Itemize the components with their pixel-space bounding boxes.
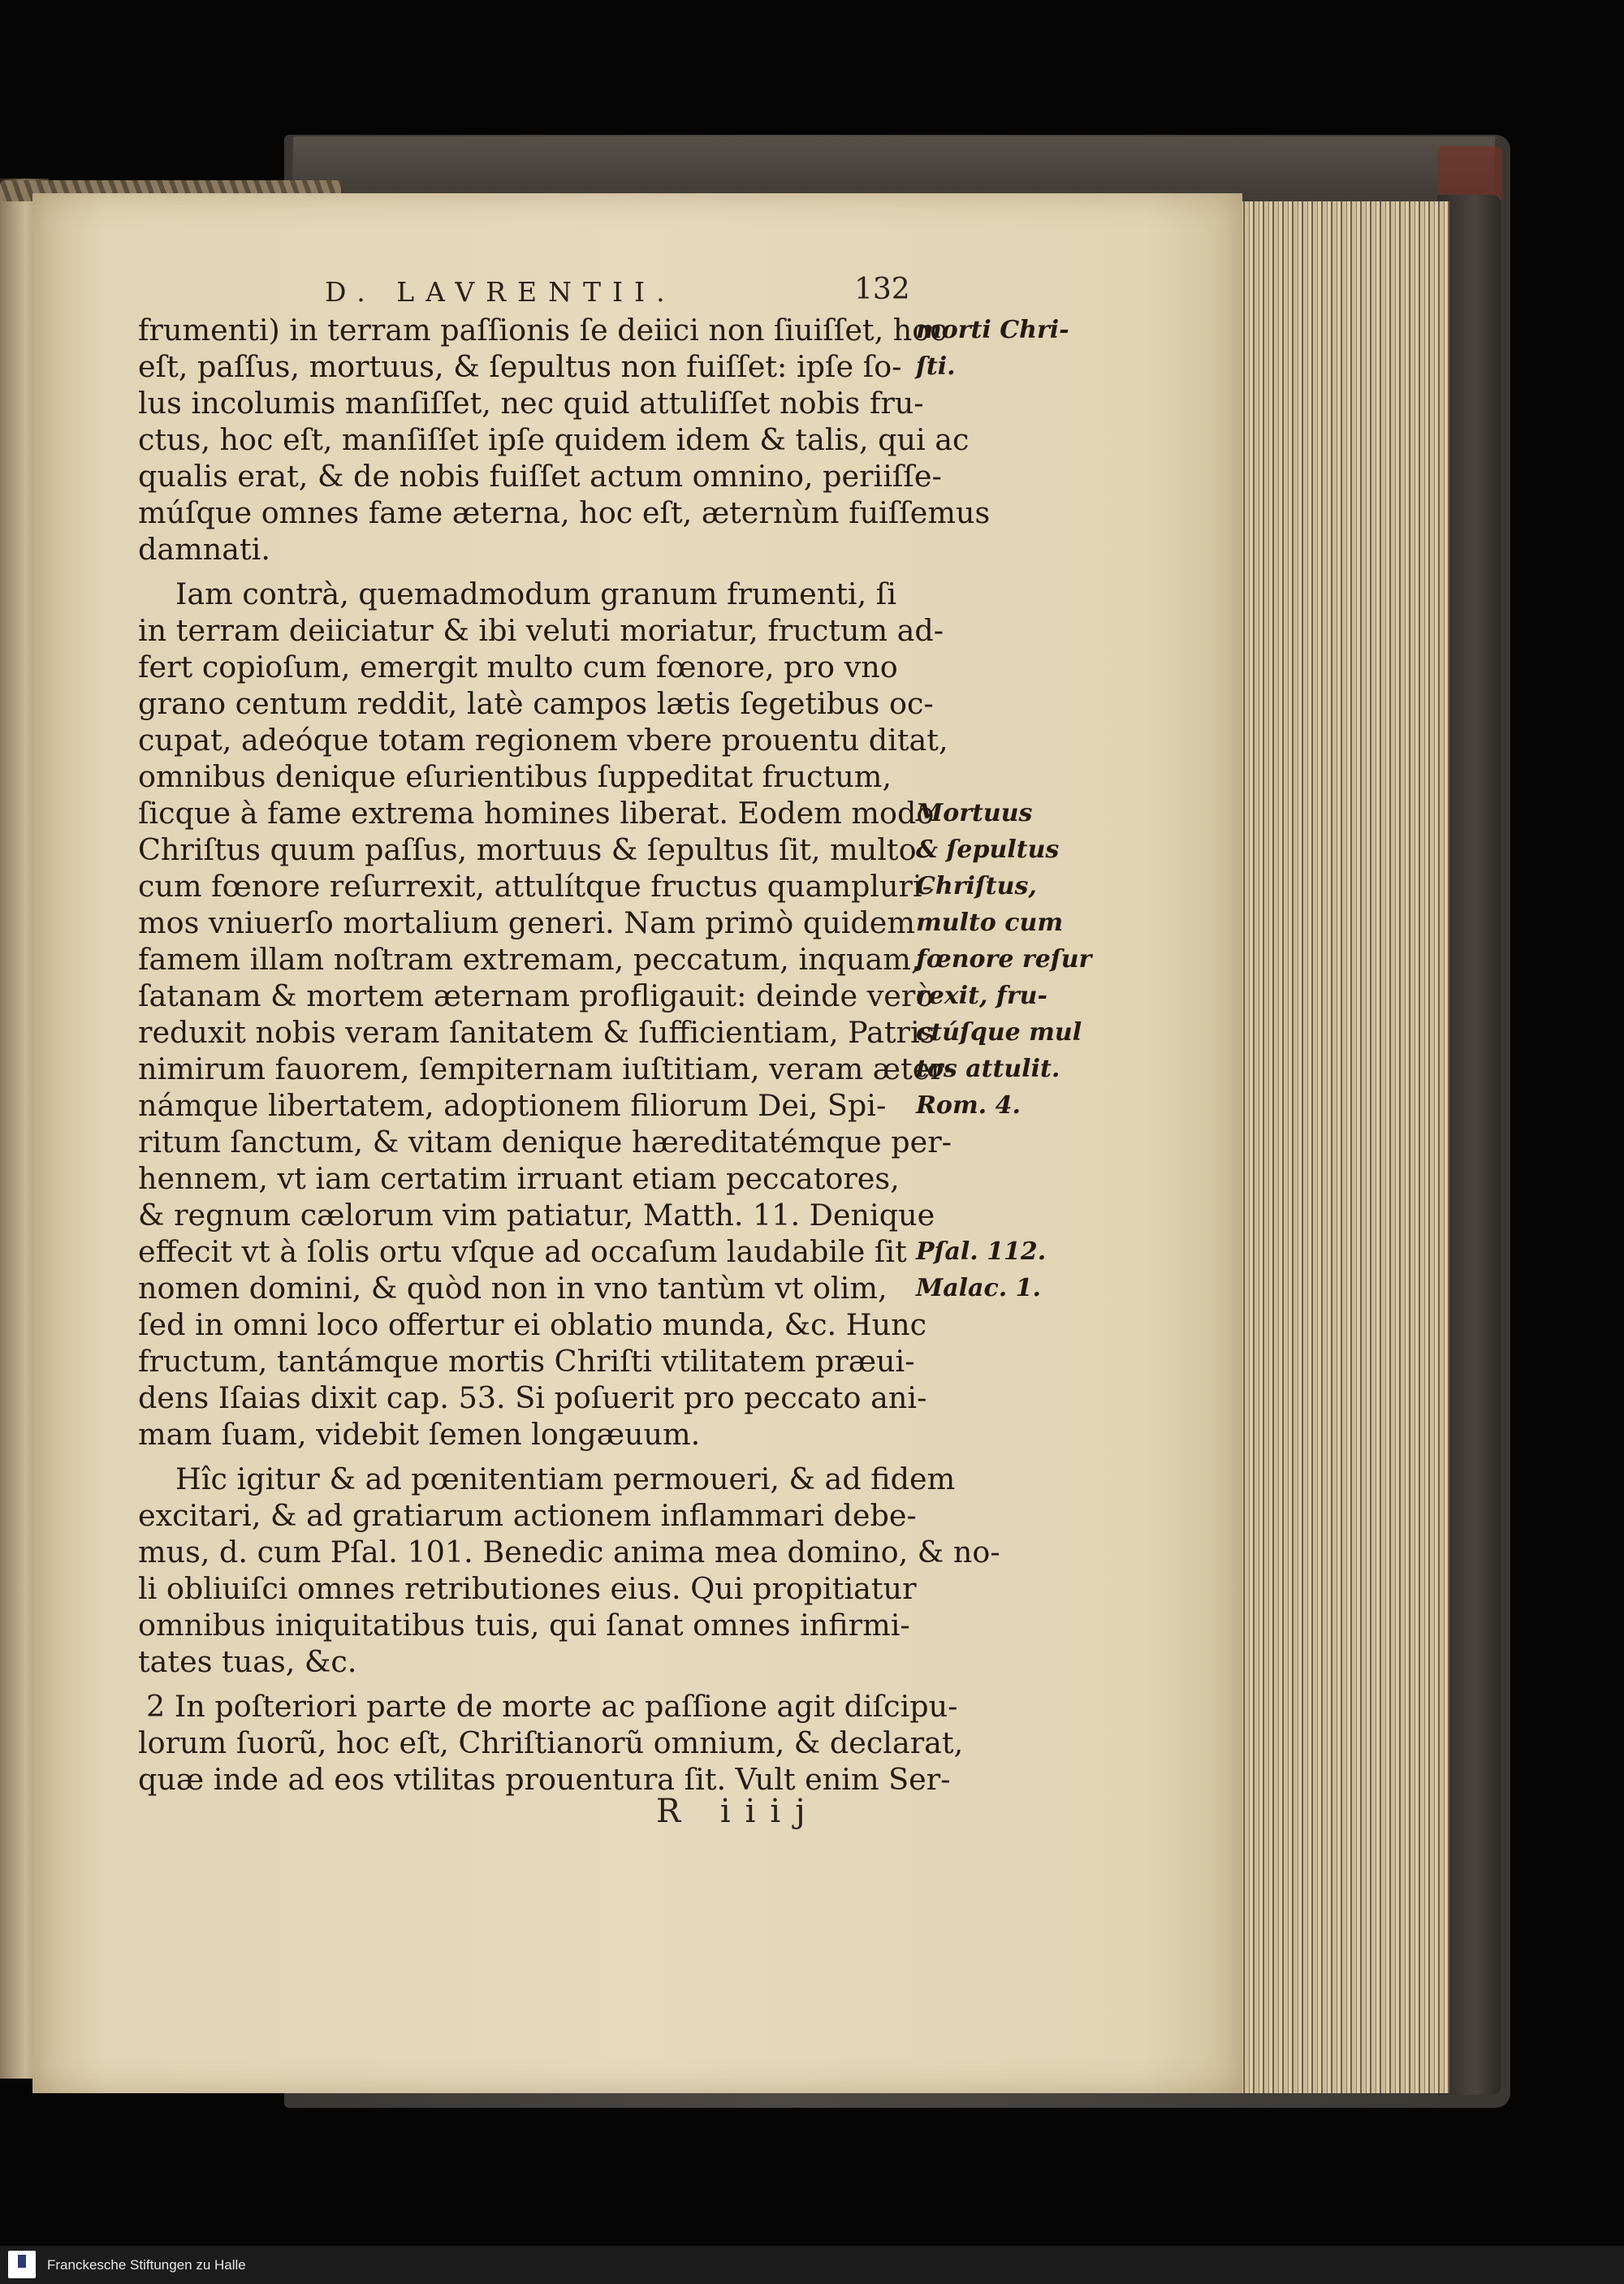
text-line: nomen domini, & quòd non in vno tantùm vt olim, xyxy=(138,1271,888,1306)
text-line: lorum ſuorũ, hoc eſt, Chriſtianorũ omnium, & declarat, xyxy=(138,1725,964,1760)
text-line: eſt, paſſus, mortuus, & ſepultus non fuiſſet: ipſe ſo- xyxy=(138,349,902,384)
text-line: mos vniuerſo mortalium generi. Nam primò quidem xyxy=(138,905,916,940)
margin-note-morti-christi xyxy=(916,312,1078,385)
text-line: effecit vt à ſolis ortu vſque ad occaſum laudabile ſit xyxy=(138,1234,907,1269)
text-line: lus incolumis manſiſſet, nec quid attuliſſet nobis fru- xyxy=(138,386,924,421)
text-line: fructum, tantámque mortis Chriſti vtilitatem præui- xyxy=(138,1344,915,1379)
text-line: damnati. xyxy=(138,532,270,567)
margin-note-line: & ſepultus xyxy=(916,835,1060,864)
margin-note-line: morti Chri- xyxy=(916,316,1069,344)
text-line: reduxit nobis veram ſanitatem & ſufficientiam, Patris xyxy=(138,1015,935,1050)
text-line: frumenti) in terram paſſionis ſe deiici non ſiuiſſet, hoc xyxy=(138,313,947,348)
text-line: mam ſuam, videbit ſemen longæuum. xyxy=(138,1417,701,1452)
text-line: omnibus iniquitatibus tuis, qui ſanat omnes infirmi- xyxy=(138,1608,910,1643)
margin-note-line: Chriſtus, xyxy=(916,872,1037,900)
text-line: mus, d. cum Pſal. 101. Benedic anima mea domino, & no- xyxy=(138,1535,1000,1569)
text-line: nimirum fauorem, ſempiternam iuſtitiam, veram æter- xyxy=(138,1051,955,1086)
text-line: famem illam noſtram extremam, peccatum, inquam, xyxy=(138,942,921,977)
footer-institution: Franckesche Stiftungen zu Halle xyxy=(47,2257,246,2273)
margin-note-rom xyxy=(916,1087,1078,1124)
text-line: Chriſtus quum paſſus, mortuus & ſepultus ſit, multo xyxy=(138,832,917,867)
text-line: ſatanam & mortem æternam profligauit: deinde verò xyxy=(138,978,934,1013)
margin-note-line: fœnore reſur xyxy=(916,945,1092,974)
footer-bar xyxy=(0,2246,1624,2284)
text-line: qualis erat, & de nobis fuiſſet actum omnino, periiſſe- xyxy=(138,459,942,494)
page-fore-edge xyxy=(1230,201,1449,2093)
margin-note-line: tos attulit. xyxy=(916,1055,1060,1083)
text-line: fert copioſum, emergit multo cum fœnore, pro vno xyxy=(138,650,898,684)
margin-note-line: ſti. xyxy=(916,352,956,381)
text-line: ritum ſanctum, & vitam denique hæreditatémque per- xyxy=(138,1125,952,1159)
margin-note-line: rexit, fru- xyxy=(916,982,1047,1010)
text-line: námque libertatem, adoptionem filiorum Dei, Spi- xyxy=(138,1088,887,1123)
text-line: dens Iſaias dixit cap. 53. Si poſuerit pro peccato ani- xyxy=(138,1380,927,1415)
text-line: Hîc igitur & ad pœnitentiam permoueri, & ad fidem xyxy=(175,1462,956,1496)
institution-logo-icon xyxy=(8,2251,36,2278)
text-line: ctus, hoc eſt, manſiſſet ipſe quidem idem & talis, qui ac xyxy=(138,422,970,457)
text-line: excitari, & ad gratiarum actionem inflammari debe- xyxy=(138,1498,917,1533)
page-number: 132 xyxy=(854,273,910,306)
book-cover-top-edge xyxy=(292,136,1496,201)
margin-note-line: Mortuus xyxy=(916,799,1033,827)
text-line: ſed in omni loco offertur ei oblatio munda, &c. Hunc xyxy=(138,1307,927,1342)
margin-note-line: Rom. 4. xyxy=(916,1091,1021,1120)
margin-note-line: ctúſque mul xyxy=(916,1018,1082,1047)
text-line: in terram deiiciatur & ibi veluti moriatur, fructum ad- xyxy=(138,613,944,648)
signature-mark: R iiij xyxy=(656,1793,820,1830)
margin-note-mortuus xyxy=(916,795,1092,1087)
margin-note-line: Pſal. 112. xyxy=(916,1237,1047,1266)
text-line: tates tuas, &c. xyxy=(138,1644,357,1679)
text-line: ſicque à fame extrema homines liberat. Eodem modo xyxy=(138,796,935,831)
text-line: 2 In poſteriori parte de morte ac paſſione agit diſcipu- xyxy=(146,1689,958,1724)
text-line: cupat, adeóque totam regionem vbere prouentu ditat, xyxy=(138,723,948,758)
text-line: omnibus denique eſurientibus ſuppeditat fructum, xyxy=(138,759,892,794)
text-line: hennem, vt iam certatim irruant etiam peccatores, xyxy=(138,1161,900,1196)
text-line: múſque omnes fame æterna, hoc eſt, æternùm fuiſſemus xyxy=(138,495,991,530)
text-line: quæ inde ad eos vtilitas prouentura ſit. Vult enim Ser- xyxy=(138,1762,951,1797)
text-line: Iam contrà, quemadmodum granum frumenti, ſi xyxy=(175,576,896,611)
margin-note-line: Malac. 1. xyxy=(916,1274,1041,1302)
running-head: D. LAVRENTII. xyxy=(325,276,676,308)
margin-note-psal-malac xyxy=(916,1233,1078,1306)
text-line: grano centum reddit, latè campos lætis ſegetibus oc- xyxy=(138,686,934,721)
text-line: cum fœnore reſurrexit, attulítque fructus quampluri- xyxy=(138,869,932,904)
margin-note-line: multo cum xyxy=(916,909,1064,937)
text-line: & regnum cælorum vim patiatur, Matth. 11. Denique xyxy=(138,1198,935,1233)
text-line: li obliuiſci omnes retributiones eius. Qui propitiatur xyxy=(138,1571,917,1606)
